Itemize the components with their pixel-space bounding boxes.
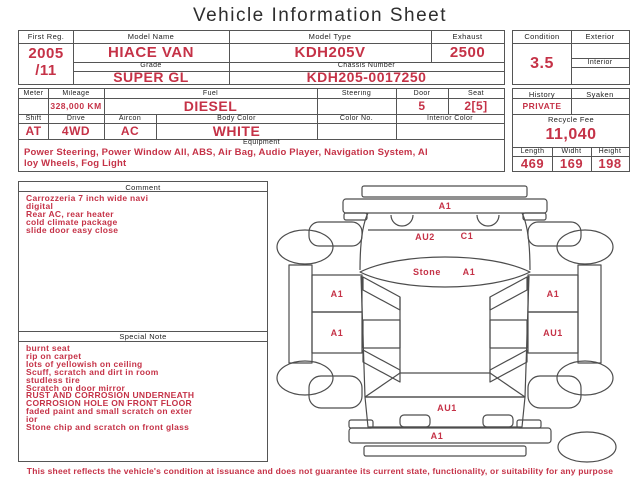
spare-tire-outline <box>558 432 616 462</box>
interior-label: Interior <box>587 59 613 66</box>
equipment-label: Equipment <box>242 139 281 146</box>
left-rear-panel-code: A1 <box>330 328 344 338</box>
width-value: 169 <box>559 156 584 171</box>
model-name-label: Model Name <box>127 32 175 41</box>
shift-label: Shift <box>25 115 42 122</box>
grade-value: SUPER GL <box>113 71 189 84</box>
meter-label: Meter <box>23 90 44 97</box>
mileage-value: 328,000 KM <box>50 101 102 111</box>
door-value: 5 <box>418 99 426 113</box>
grade-label: Grade <box>140 62 162 69</box>
height-value: 198 <box>598 156 622 171</box>
tailgate-code: AU1 <box>437 403 457 413</box>
seat-label: Seat <box>468 90 484 97</box>
equipment-text: Power Steering, Power Window All, ABS, Air Bag, Audio Player, Navigation System, Al loy Wheels, Fog Light <box>24 147 428 169</box>
special-note-text: burnt seat rip on carpet lots of yellowish on ceiling Scuff, scratch and dirt in room studless tire Scratch on door mirror RUST AND CORROSION UNDERNEATH CORROSION HOLE ON FRONT FLOOR faded paint and small scratch on exter ior Stone chip and scratch on front glass <box>26 343 195 433</box>
exhaust-value: 2500 <box>449 44 486 61</box>
color-no-label: Color No. <box>339 115 374 122</box>
disclaimer-text: This sheet reflects the vehicle's condition at issuance and does not guarantee its current state, functionality, or suitability for any purpose <box>26 466 614 476</box>
model-type-value: KDH205V <box>294 44 366 61</box>
model-type-label: Model Type <box>308 32 352 41</box>
condition-value: 3.5 <box>530 55 554 72</box>
recycle-fee-value: 11,040 <box>545 126 597 143</box>
car-right-side-outline <box>528 222 613 408</box>
exhaust-label: Exhaust <box>452 32 483 41</box>
history-table <box>512 88 630 172</box>
length-value: 469 <box>520 156 545 171</box>
history-label: History <box>528 90 556 99</box>
door-label: Door <box>413 90 431 97</box>
page-title: Vehicle Information Sheet <box>192 5 448 26</box>
height-label: Height <box>598 148 622 155</box>
condition-table <box>512 30 630 85</box>
recycle-fee-label: Recycle Fee <box>547 115 595 124</box>
syaken-label: Syaken <box>586 90 614 99</box>
vehicle-diagram <box>265 180 640 470</box>
interior-color-label: Interior Color <box>426 115 474 122</box>
chassis-number-value: KDH205-0017250 <box>306 71 427 84</box>
car-body-outline <box>361 276 529 397</box>
condition-label: Condition <box>524 32 560 41</box>
special-note-label: Special Note <box>119 332 167 341</box>
drive-label: Drive <box>66 115 86 122</box>
first-reg-value: 2005 /11 <box>28 45 64 79</box>
fuel-value: DIESEL <box>183 98 238 114</box>
hood-left-code: AU2 <box>415 232 435 242</box>
car-rear-outline <box>349 373 551 456</box>
hood-right-code: C1 <box>460 231 474 241</box>
aircon-label: Aircon <box>118 115 142 122</box>
chassis-number-label: Chassis Number <box>337 62 396 69</box>
body-color-label: Body Color <box>217 115 256 122</box>
history-value: PRIVATE <box>522 101 562 111</box>
model-name-value: HIACE VAN <box>108 44 194 61</box>
aircon-value: AC <box>120 124 140 138</box>
windshield-left-code: Stone <box>412 267 442 277</box>
exterior-label: Exterior <box>585 32 615 41</box>
drive-value: 4WD <box>61 124 91 138</box>
comment-label: Comment <box>125 183 161 192</box>
right-rear-panel-code: AU1 <box>543 328 563 338</box>
length-label: Length <box>520 148 545 155</box>
rear-bumper-code: A1 <box>430 431 444 441</box>
front-bumper-code: A1 <box>438 201 452 211</box>
registration-table <box>18 30 505 85</box>
specs-table <box>18 88 505 172</box>
car-left-side-outline <box>277 222 362 408</box>
left-front-panel-code: A1 <box>330 289 344 299</box>
body-color-value: WHITE <box>212 123 261 139</box>
shift-value: AT <box>25 124 42 138</box>
first-reg-label: First Reg. <box>27 32 65 41</box>
mileage-label: Mileage <box>62 90 90 97</box>
right-front-panel-code: A1 <box>546 289 560 299</box>
fuel-label: Fuel <box>202 90 219 97</box>
notes-box <box>18 181 268 462</box>
width-label: Widht <box>561 148 582 155</box>
seat-value: 2[5] <box>464 99 488 113</box>
windshield-right-code: A1 <box>462 267 476 277</box>
steering-label: Steering <box>341 90 372 97</box>
comment-text: Carrozzeria 7 inch wide navi digital Rear AC, rear heater cold climate package slide door easy close <box>26 193 149 235</box>
